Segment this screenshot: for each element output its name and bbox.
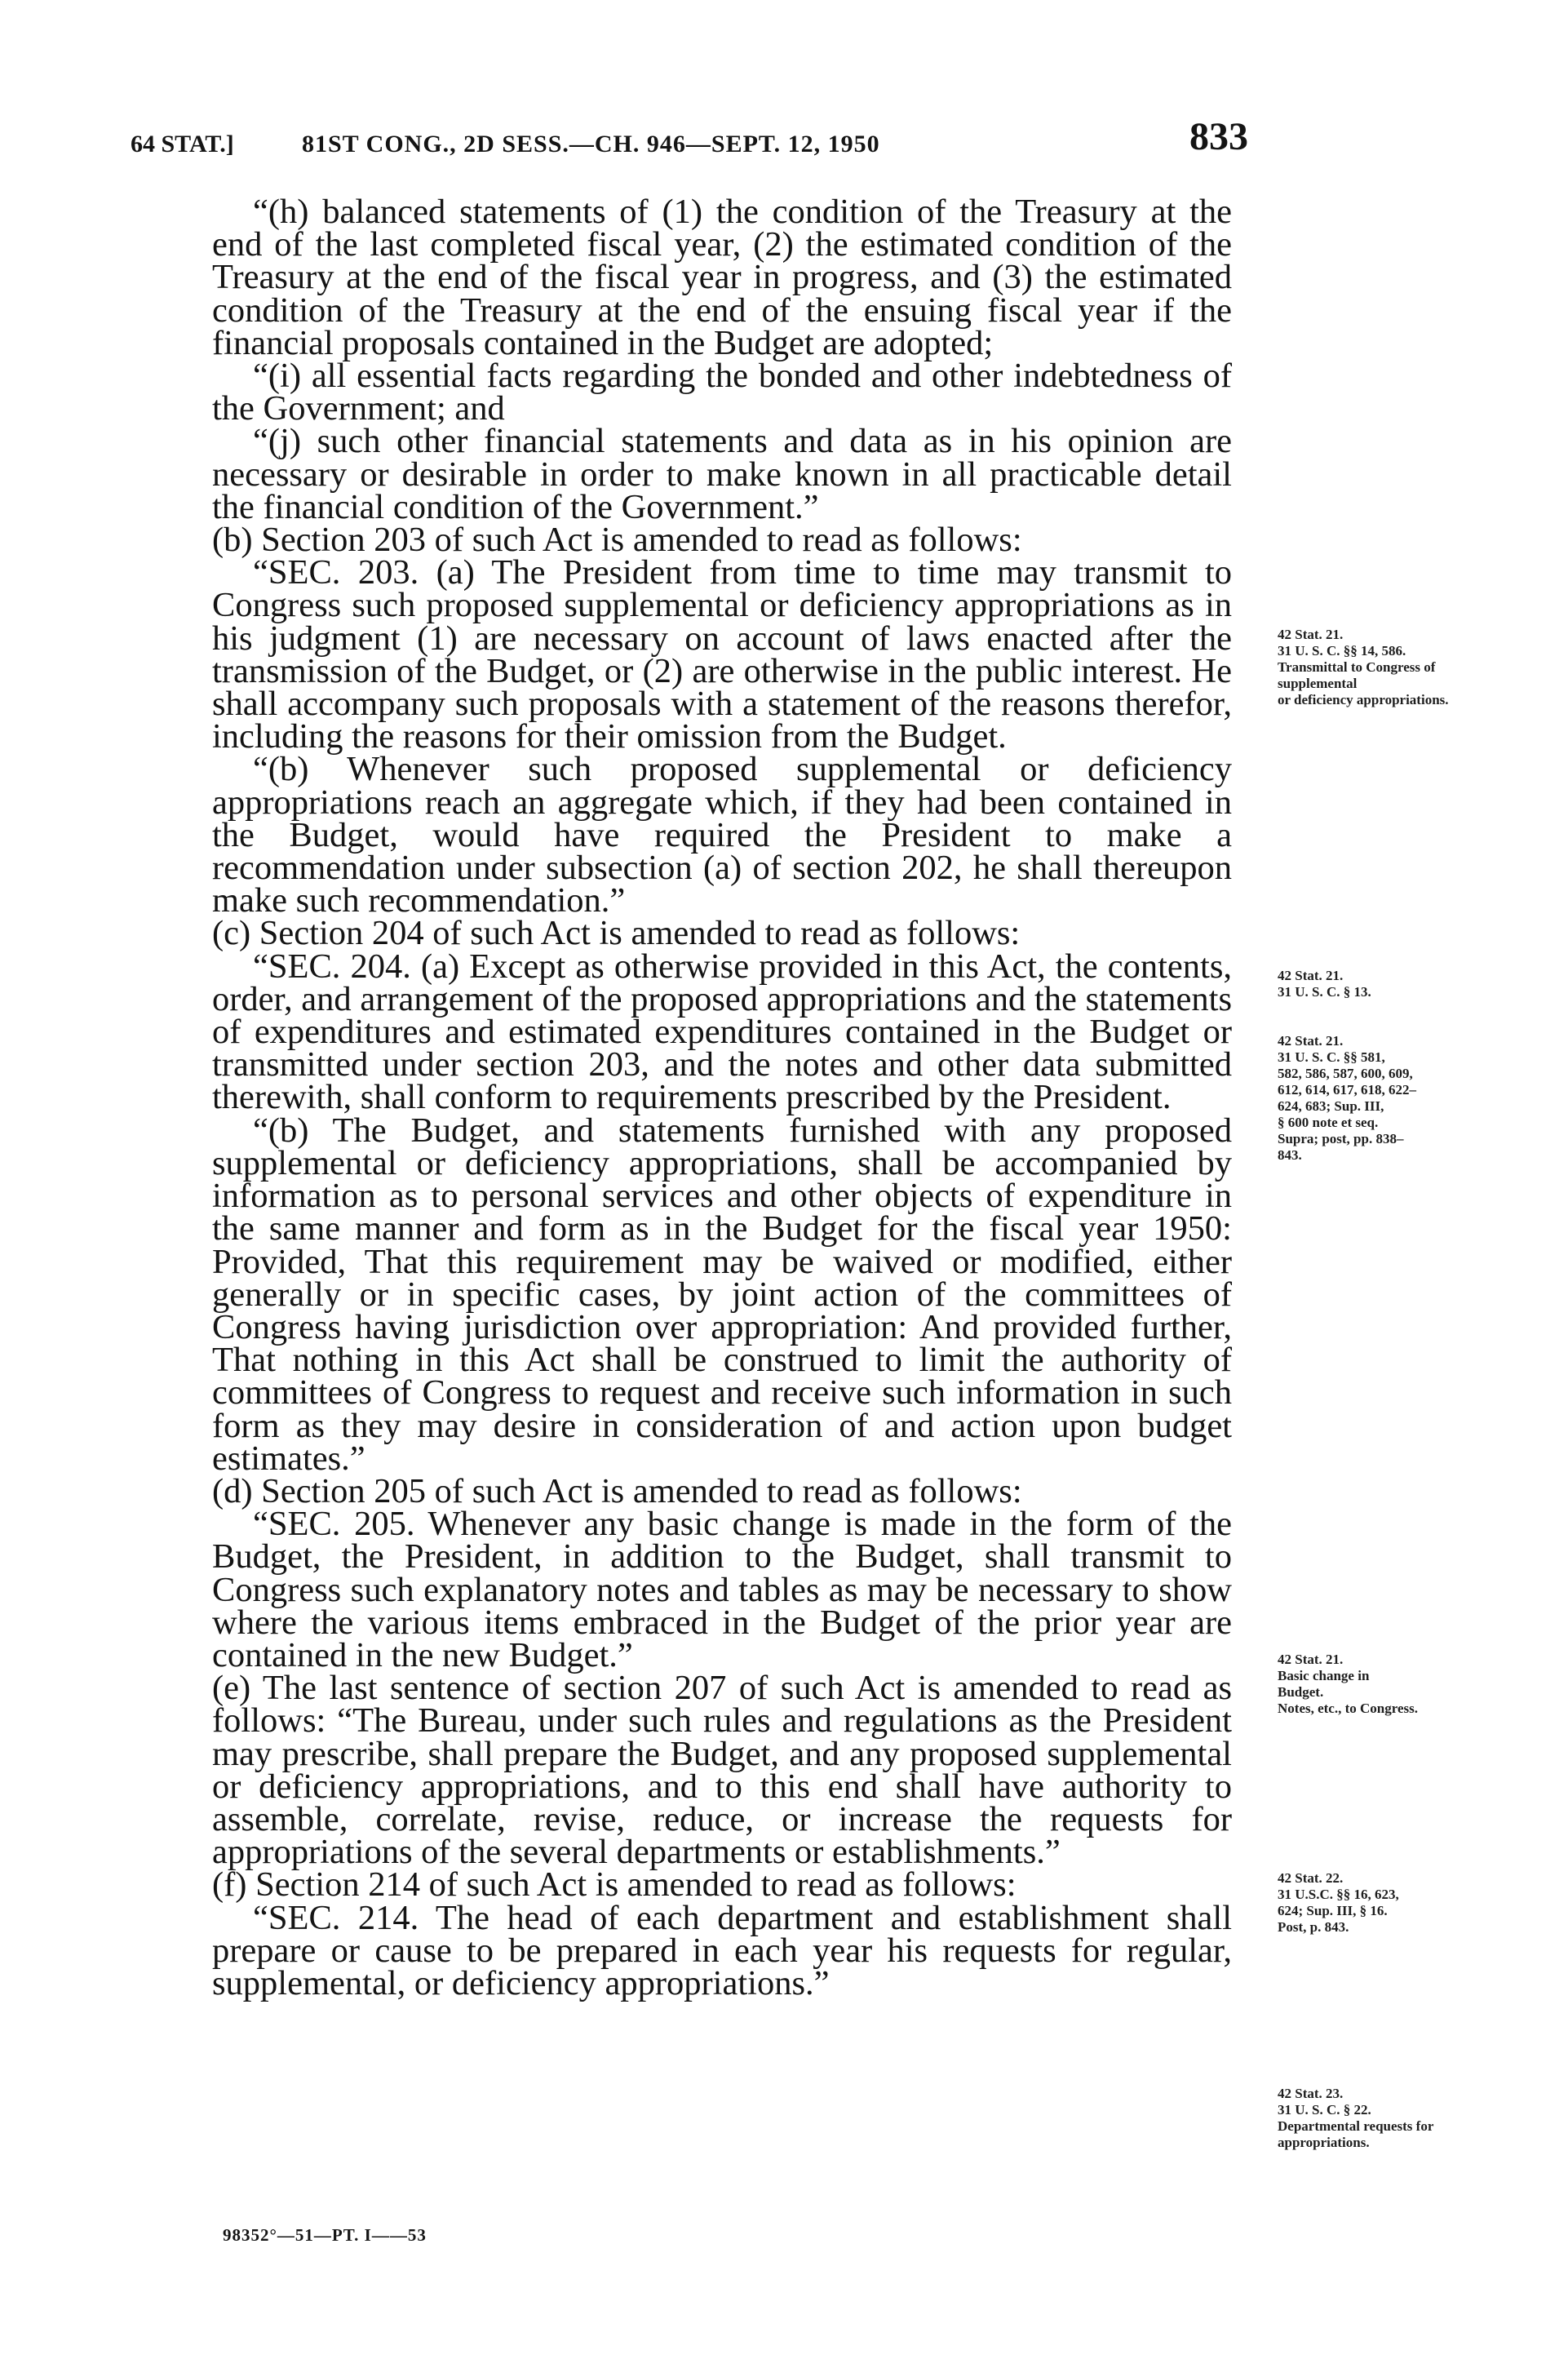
margin-note-line: 843. — [1278, 1147, 1302, 1163]
margin-note-line: 31 U. S. C. § 13. — [1278, 984, 1371, 1000]
margin-note-sec-207 — [1278, 1870, 1449, 1936]
paragraph-sec-203-b: “(b) Whenever such proposed supplemental or deficiency appropriations reach an aggregate which, if they had been contained in the Budget, would have required the President to make a recommendation under subsection (a) of section 202, he shall thereupon make such recommendation.” — [212, 750, 1232, 920]
page-number: 833 — [1189, 115, 1248, 158]
margin-note-sec-13 — [1278, 968, 1449, 1000]
paragraph-sec-204-a: “SEC. 204. (a) Except as otherwise provided in this Act, the contents, order, and arrangement of the proposed appropriations and the statements of expenditures and estimated expenditures contained in the Budget or transmitted under section 203, and the notes and other data submitted therewith, shall conform to requirements prescribed by the President. — [212, 947, 1232, 1117]
margin-note-line: 31 U. S. C. §§ 14, 586. — [1278, 643, 1406, 659]
margin-note-sec-214 — [1278, 2086, 1449, 2151]
margin-note-line: 31 U.S.C. §§ 16, 623, — [1278, 1887, 1399, 1902]
paragraph-j: “(j) such other financial statements and data as in his opinion are necessary or desirable in order to make known in all practicable detail the financial condition of the Government.” — [212, 422, 1232, 526]
margin-note-line: § 600 note et seq. — [1278, 1115, 1379, 1130]
margin-note-line: 31 U. S. C. § 22. — [1278, 2102, 1371, 2118]
paragraph-sec-205: “SEC. 205. Whenever any basic change is made in the form of the Budget, the President, in addition to the Budget, shall transmit to Congress such explanatory notes and tables as may be necessary to show where the various items embraced in the Budget of the prior year are contained in the new Budget.” — [212, 1505, 1232, 1674]
paragraph-d-intro: (d) Section 205 of such Act is amended to read as follows: — [212, 1471, 1022, 1510]
margin-note-line: 31 U. S. C. §§ 581, — [1278, 1049, 1385, 1065]
margin-note-line: 624; Sup. III, § 16. — [1278, 1903, 1388, 1918]
margin-note-line: 612, 614, 617, 618, 622– — [1278, 1082, 1416, 1098]
margin-note-line: Basic change in — [1278, 1668, 1370, 1683]
paragraph-e: (e) The last sentence of section 207 of such Act is amended to read as follows: “The Bureau, under such rules and regulations as the President may prescribe, shall prepare the Budget, and any proposed supplemental or deficiency appropriations, and to this end shall have authority to assemble, correlate, revise, reduce, or increase the requests for appropriations of the several departments or establishments.” — [212, 1669, 1232, 1872]
margin-note-line: Departmental requests for appropriations. — [1278, 2118, 1434, 2150]
stat-reference: 64 STAT.] — [131, 131, 234, 157]
paragraph-sec-214: “SEC. 214. The head of each department and establishment shall prepare or cause to be prepared in each year his requests for regular, supplemental, or deficiency appropriations.” — [212, 1898, 1232, 2002]
margin-note-line: 42 Stat. 21. — [1278, 1652, 1344, 1667]
margin-note-line: 42 Stat. 21. — [1278, 968, 1344, 983]
paragraph-i: “(i) all essential facts regarding the bonded and other indebtedness of the Government; and — [212, 357, 1232, 428]
print-code: 98352°—51—PT. I——53 — [223, 2225, 427, 2245]
paragraph-b-intro: (b) Section 203 of such Act is amended to read as follows: — [212, 521, 1022, 560]
margin-note-line: or deficiency appropriations. — [1278, 692, 1449, 707]
margin-note-line: Supra; post, pp. 838– — [1278, 1131, 1404, 1146]
paragraph-c-intro: (c) Section 204 of such Act is amended to read as follows: — [212, 914, 1021, 953]
margin-note-line: Budget. — [1278, 1684, 1324, 1700]
margin-note-line: 42 Stat. 23. — [1278, 2086, 1344, 2101]
paragraph-f-intro: (f) Section 214 of such Act is amended to read as follows: — [212, 1865, 1017, 1905]
margin-note-line: Notes, etc., to Congress. — [1278, 1701, 1419, 1716]
margin-note-line: 42 Stat. 21. — [1278, 627, 1344, 642]
paragraph-h: “(h) balanced statements of (1) the condition of the Treasury at the end of the last completed fiscal year, (2) the estimated condition of the Treasury at the end of the fiscal year in progress, and (3) the estimated condition of the Treasury at the end of the ensuing fiscal year if the financial proposals contained in the Budget are adopted; — [212, 193, 1232, 362]
margin-note-line: 42 Stat. 21. — [1278, 1033, 1344, 1049]
session-line: 81ST CONG., 2D SESS.—CH. 946—SEPT. 12, 1950 — [302, 131, 880, 157]
margin-note-line: 42 Stat. 22. — [1278, 1870, 1344, 1886]
paragraph-sec-203-a: “SEC. 203. (a) The President from time to time may transmit to Congress such proposed supplemental or deficiency appropriations as in his judgment (1) are necessary on account of laws enacted after the transmission of the Budget, or (2) are otherwise in the public interest. He shall accompany such proposals with a statement of the reasons therefor, including the reasons for their omission from the Budget. — [212, 553, 1232, 756]
margin-note-line: 624, 683; Sup. III, — [1278, 1098, 1384, 1114]
margin-note-line: 582, 586, 587, 600, 609, — [1278, 1066, 1413, 1081]
margin-note-line: Post, p. 843. — [1278, 1919, 1349, 1935]
margin-note-sec-203 — [1278, 627, 1449, 708]
margin-note-sec-205 — [1278, 1652, 1449, 1717]
margin-note-sec-204 — [1278, 1033, 1449, 1164]
paragraph-sec-204-b: “(b) The Budget, and statements furnished with any proposed supplemental or deficiency appropriations, shall be accompanied by information as to personal services and other objects of expenditure in the same manner and form as in the Budget for the fiscal year 1950: Provided, That this requirement may be waived or modified, either generally or in specific cases, by joint action of the committees of Congress having jurisdiction over appropriation: And provided further, That nothing in this Act shall be construed to limit the authority of committees of Congress to request and receive such information in such form as they may desire in consideration of and action upon budget estimates.” — [212, 1111, 1232, 1478]
margin-note-line: Transmittal to Congress of supplemental — [1278, 659, 1436, 691]
body-text — [212, 193, 1232, 2002]
page-header — [131, 114, 1248, 180]
